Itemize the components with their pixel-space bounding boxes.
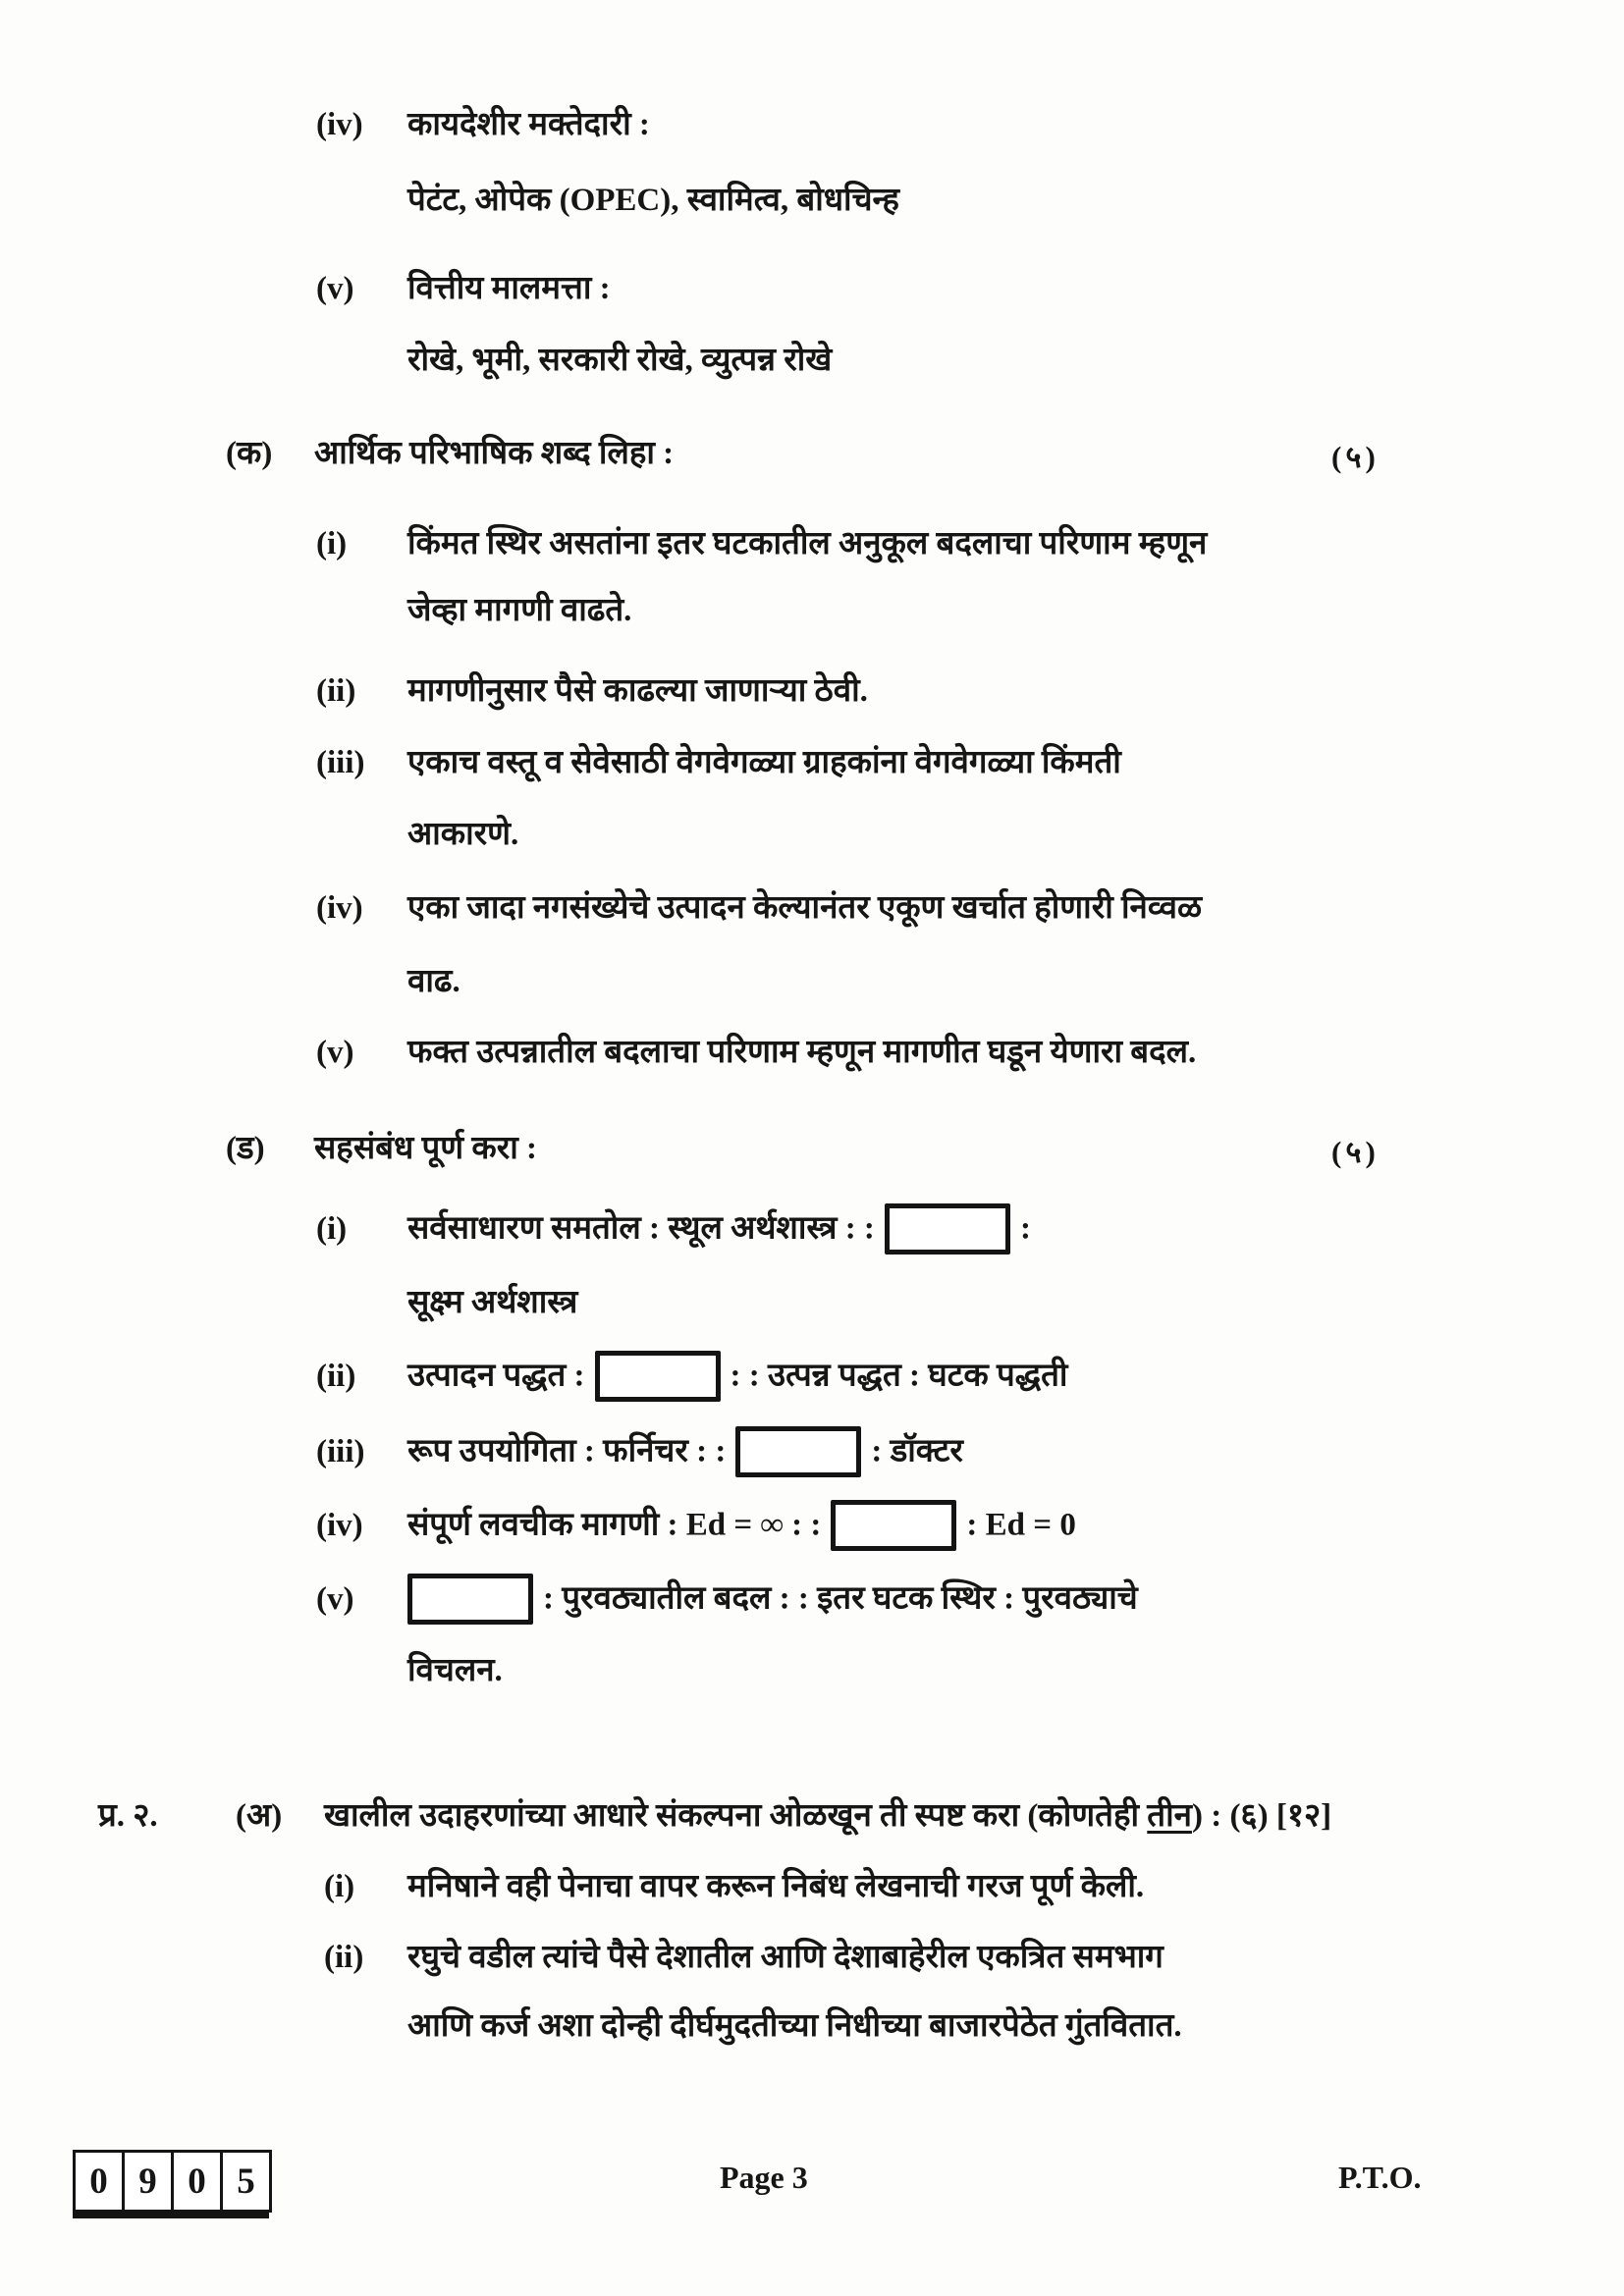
correlation-item <box>316 1353 1067 1404</box>
item-title: वित्तीय मालमत्ता : <box>407 271 611 306</box>
item-text-after: : Ed = 0 <box>966 1507 1076 1543</box>
section-marker: (क) <box>226 436 273 471</box>
blank-box <box>595 1351 721 1402</box>
item-marker: (iv) <box>316 890 363 926</box>
paper-code-boxes <box>73 2150 269 2218</box>
list-item <box>316 103 650 147</box>
item-detail <box>407 339 832 383</box>
question-number: प्र. २. <box>98 1798 158 1834</box>
item-text-wrap <box>407 2004 1182 2049</box>
item-text: जेव्हा मागणी वाढते. <box>407 593 632 628</box>
item-text: वाढ. <box>407 964 460 999</box>
paper-code-digit: 0 <box>73 2150 125 2213</box>
page-number-label: Page 3 <box>720 2160 808 2195</box>
item-text: आणि कर्ज अशा दोन्ही दीर्घमुदतीच्या निधीच्या बाजारपेठेत गुंतवितात. <box>407 2008 1182 2044</box>
item-text: किंमत स्थिर असतांना इतर घटकातील अनुकूल बदलाचा परिणाम म्हणून <box>407 526 1208 561</box>
section-marker: (ड) <box>226 1131 265 1166</box>
item-title: कायदेशीर मक्तेदारी : <box>407 107 650 142</box>
sub-question-marker: (अ) <box>236 1798 283 1834</box>
list-item <box>316 1031 1196 1075</box>
marks-badge: (५) <box>1331 440 1380 474</box>
item-marker: (iv) <box>316 1507 363 1543</box>
pto-label: P.T.O. <box>1338 2160 1422 2195</box>
item-marker: (ii) <box>324 1940 364 1975</box>
item-text-before: रूप उपयोगिता : फर्निचर : : <box>407 1433 727 1469</box>
blank-box <box>735 1426 861 1477</box>
item-text-before: सर्वसाधारण समतोल : स्थूल अर्थशास्त्र : : <box>407 1210 875 1247</box>
list-item <box>316 267 611 311</box>
item-detail-text: पेटंट, ओपेक (OPEC), स्वामित्व, बोधचिन्ह <box>407 183 899 218</box>
item-text: विचलन. <box>407 1653 503 1688</box>
heading-text-tail: ) : (६) [१२] <box>1191 1798 1332 1834</box>
item-text-after: : पुरवठ्यातील बदल : : इतर घटक स्थिर : पुरवठ्याचे <box>543 1580 1138 1617</box>
item-text-wrap <box>407 1281 577 1325</box>
correlation-item <box>316 1502 1076 1553</box>
blank-box <box>885 1203 1010 1255</box>
marks-badge: (५) <box>1331 1135 1380 1169</box>
item-text-before: उत्पादन पद्धत : <box>407 1358 585 1394</box>
item-marker: (v) <box>316 1580 354 1617</box>
paper-code-digit: 0 <box>171 2150 223 2213</box>
item-text-after: : <box>1019 1210 1031 1247</box>
correlation-item <box>316 1205 1031 1256</box>
paper-code-digit: 5 <box>220 2150 272 2213</box>
item-text-wrap <box>407 1649 503 1693</box>
item-text: फक्त उत्पन्नातील बदलाचा परिणाम म्हणून मागणीत घडून येणारा बदल. <box>407 1035 1197 1070</box>
item-marker: (iii) <box>316 745 365 780</box>
section-heading-text: सहसंबंध पूर्ण करा : <box>314 1131 538 1166</box>
item-text: रघुचे वडील त्यांचे पैसे देशातील आणि देशाबाहेरील एकत्रित समभाग <box>407 1940 1164 1975</box>
item-marker: (v) <box>316 1035 354 1070</box>
question2-heading <box>98 1794 1331 1839</box>
item-text-wrap <box>407 589 631 633</box>
item-marker: (v) <box>316 271 354 306</box>
section-k-heading <box>226 432 674 476</box>
item-text: सूक्ष्म अर्थशास्त्र <box>407 1285 578 1320</box>
blank-box <box>831 1500 956 1551</box>
item-marker: (i) <box>316 1210 348 1247</box>
section-heading-text: आर्थिक परिभाषिक शब्द लिहा : <box>314 436 675 471</box>
item-text: मनिषाने वही पेनाचा वापर करून निबंध लेखनाची गरज पूर्ण केली. <box>407 1869 1145 1904</box>
item-detail-text: रोखे, भूमी, सरकारी रोखे, व्युत्पन्न रोखे <box>407 343 833 378</box>
item-marker: (i) <box>324 1869 355 1904</box>
list-item <box>316 669 868 714</box>
blank-box <box>407 1574 533 1625</box>
list-item <box>324 1936 1164 1980</box>
item-marker: (i) <box>316 526 348 561</box>
heading-text: खालील उदाहरणांच्या आधारे संकल्पना ओळखून ती स्पष्ट करा (कोणतेही <box>324 1798 1148 1834</box>
list-item <box>324 1865 1144 1909</box>
item-text: एका जादा नगसंख्येचे उत्पादन केल्यानंतर एकूण खर्चात होणारी निव्वळ <box>407 890 1203 926</box>
item-marker: (ii) <box>316 673 356 709</box>
correlation-item <box>316 1428 963 1479</box>
item-text-wrap <box>407 960 460 1004</box>
item-text: आकारणे. <box>407 817 519 852</box>
list-item <box>316 522 1207 566</box>
list-item <box>316 886 1202 931</box>
item-text-after: : डॉक्टर <box>871 1433 963 1469</box>
item-text-after: : : उत्पन्न पद्धत : घटक पद्धती <box>730 1358 1068 1394</box>
item-text: मागणीनुसार पैसे काढल्या जाणाऱ्या ठेवी. <box>407 673 868 709</box>
item-text-wrap <box>407 813 518 857</box>
item-marker: (ii) <box>316 1358 356 1394</box>
item-marker: (iv) <box>316 107 363 142</box>
item-text: एकाच वस्तू व सेवेसाठी वेगवेगळ्या ग्राहकांना वेगवेगळ्या किंमती <box>407 745 1121 780</box>
item-marker: (iii) <box>316 1433 365 1469</box>
item-text-before: संपूर्ण लवचीक मागणी : Ed = ∞ : : <box>407 1507 822 1543</box>
correlation-item <box>316 1575 1138 1627</box>
paper-code-digit: 9 <box>122 2150 174 2213</box>
section-d-heading <box>226 1127 537 1171</box>
item-detail <box>407 179 899 223</box>
list-item <box>316 741 1121 785</box>
heading-underlined-word: तीन <box>1147 1798 1192 1834</box>
